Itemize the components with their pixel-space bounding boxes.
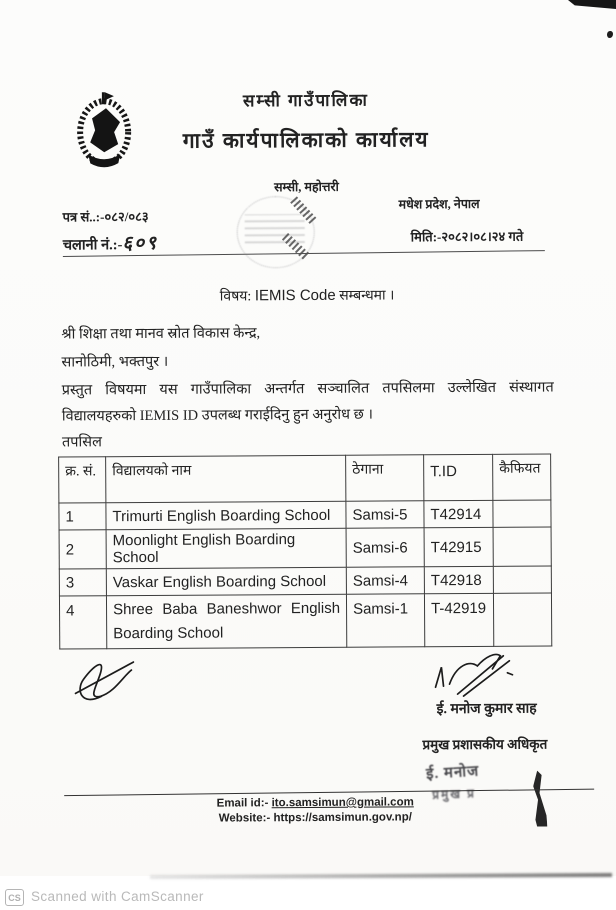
cell-tid: T-42919 [424,593,493,646]
recipient-line-2: सानोठिमी, भक्तपुर । [61,353,169,371]
handwritten-initial-mark [69,646,145,716]
municipality-name: सम्सी गाउँपालिका [242,90,369,111]
table-header-row [59,454,551,503]
scan-edge-shadow [150,873,612,879]
cell-sn: 1 [59,503,106,530]
schools-table [58,454,552,650]
col-header-address: ठेगाना [346,455,424,501]
cell-remarks [493,527,551,566]
signatory-name: ई. मनोज कुमार साह [436,701,537,718]
cell-sn: 4 [59,596,106,649]
cell-address: Samsi-4 [346,567,424,594]
table-row [59,500,551,530]
tapasil-label: तपसिल [61,434,102,451]
subject-prefix: विषय: [219,289,255,305]
dispatch-number-value: ६०९ [122,232,159,255]
office-stamp-line-1: ई. मनोज [425,763,480,783]
col-header-name: विद्यालयको नाम [106,455,346,502]
cell-remarks [493,593,551,646]
cell-school-name: Vaskar English Boarding School [106,567,346,595]
signature-icon [429,647,521,700]
col-header-sn: क्र. सं. [59,457,106,503]
subject-line [0,284,615,307]
cell-address: Samsi-6 [346,528,424,567]
col-header-remarks: कैफियत [493,454,551,500]
email-address: ito.samsimun@gmail.com [271,796,414,810]
website-line [150,810,480,827]
signatory-designation: प्रमुख प्रशासकीय अधिकृत [422,736,548,753]
cell-school-name: Moonlight English Boarding School [106,528,346,568]
letter-number-line [63,207,149,226]
office-stamp-line-2: प्रमुख प्र [431,786,477,803]
website-url: https://samsimun.gov.np/ [273,811,412,825]
cell-address: Samsi-5 [346,501,424,528]
cell-tid: T42915 [424,527,493,566]
letter-number-label: पत्र सं..:- [62,209,105,225]
website-label: Website:- [218,812,274,825]
cell-school-name: Shree Baba Baneshwor English Boarding School [106,594,346,648]
schools-table-grid [58,454,552,650]
email-label: Email id:- [216,797,272,810]
signature-mark [429,647,521,700]
letter-number-value: ०८२/०८३ [104,208,149,225]
letter-date: मिति:-२०८२।०८।२४ गते [410,228,524,245]
cell-remarks [493,566,551,593]
col-header-tid: T.ID [424,454,493,500]
ink-blot-mark [530,771,547,827]
dispatch-number-label: चलानी नं.:- [62,237,123,254]
contact-block [150,795,480,827]
table-row [59,527,551,569]
table-row [59,593,551,649]
table-row [59,566,551,596]
office-place: सम्सी, महोत्तरी [274,179,339,195]
cell-school-name: Trimurti English Boarding School [106,501,346,529]
subject-latin: IEMIS Code [254,286,336,305]
cell-sn: 2 [59,530,106,569]
dispatch-number-line [63,229,158,256]
cell-address: Samsi-1 [346,594,424,647]
letter-body: प्रस्तुत विषयमा यस गाउँपालिका अन्तर्गत सञ्चालित तपसिलमा उल्लेखित संस्थागत विद्यालयहरुको IEMIS ID उपलब्ध गराईदिनु हुन अनुरोध छ । [61,379,554,425]
cell-tid: T42918 [424,566,493,593]
camscanner-logo-icon: CS [5,889,24,906]
office-name: गाउँ कार्यपालिकाको कार्यालय [182,127,430,153]
cell-tid: T42914 [424,500,493,527]
camscanner-caption: Scanned with CamScanner [31,889,204,904]
cell-sn: 3 [59,569,106,596]
squiggle-icon [69,646,145,716]
cell-remarks [493,500,551,527]
subject-suffix: सम्बन्धमा । [335,288,395,304]
province-line: मधेश प्रदेश, नेपाल [398,196,480,212]
recipient-line-1: श्री शिक्षा तथा मानव स्रोत विकास केन्द्र, [61,325,261,343]
